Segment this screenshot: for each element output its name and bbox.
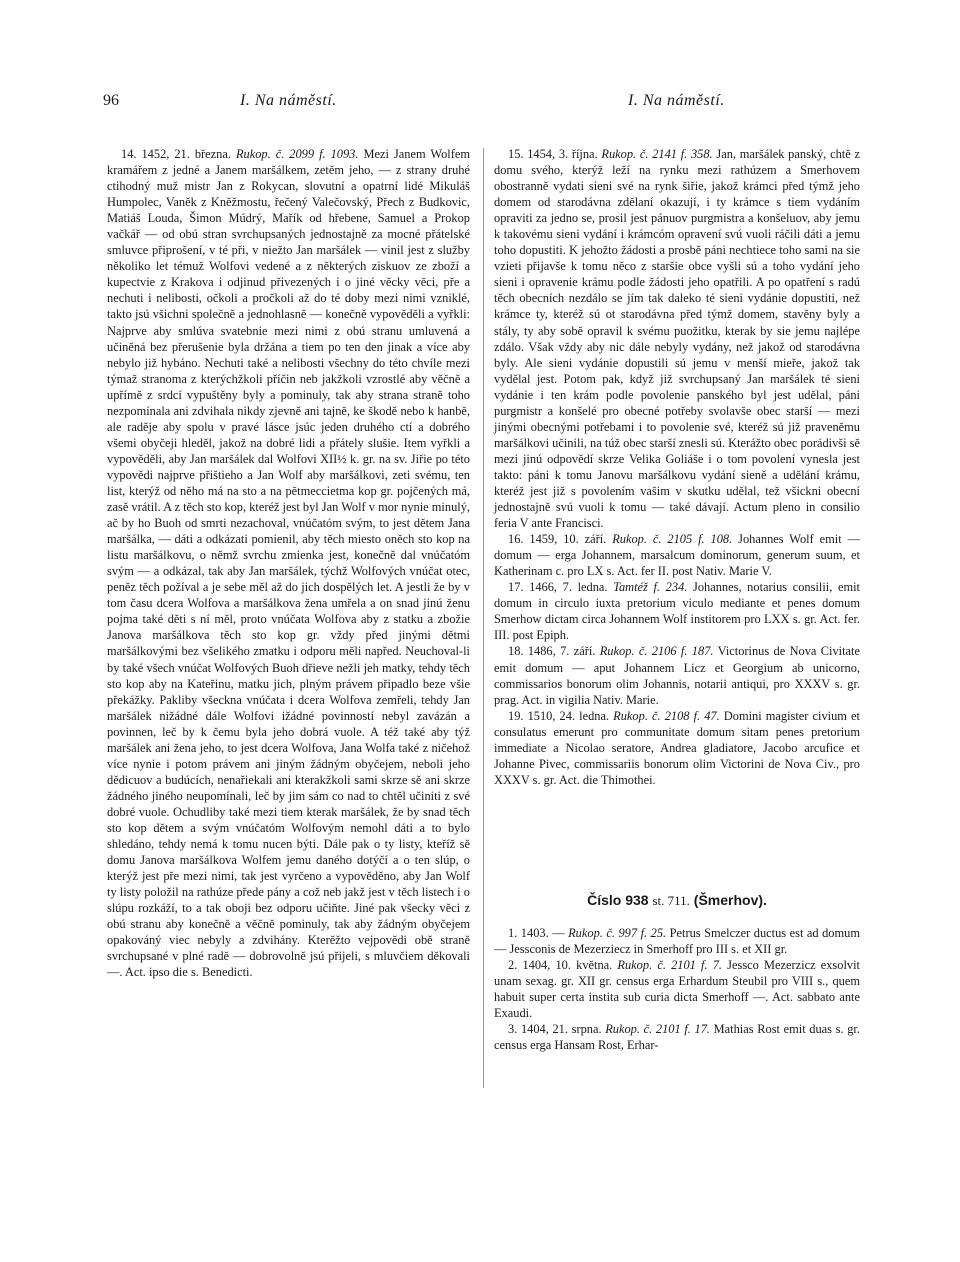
- entry-source: Tamtéž f. 234.: [613, 580, 688, 595]
- entry-source: Rukop. č. 2108 f. 47.: [613, 708, 720, 723]
- entry-text: Domini magister civium et consulatus emerunt pro communitate domum sitam penes pretorium immediate a Nicolao seratore, Andrea gladiatore, Jacobo arcufice et Johanne Pivec, commissariis bonorum olim Victorini de Nova Civ., pro XXXV s. gr. Act. die Thimothei.: [494, 708, 860, 787]
- entry-head: 14. 1452, 21. března.: [121, 147, 231, 161]
- entry-text: Johannes Wolf emit — domum — erga Johannem, marsalcum dominorum, generum suum, et Katherinam c. pro LX s. Act. fer II. post Nativ. Marie V.: [494, 532, 860, 579]
- entry-text: Jan, maršálek panský, chtě z domu svého, kterýž leží na rynku mezi rathúzem a Smerhovem obostranně vydati sieni své na rynk šiřie, jakož krámci před týmž jeho domem od starodávna zdělaní okazují, i ty krámce s tiem vydáním opraviti za jedno se, prosil jest pánuov purgmistra a konšeluov, aby jemu k takovému sieni vydání i krámcóm opravení svú vuoli ráčili dáti a jemu toho dopustiti. K jehožto žádosti a prosbě páni nechtiece toho sami na sie vzieti přijavše k tomu něco z staršie obce vyšli sú a toho vydání jeho sieni i opravenie krámu podle žádosti jeho opatřili. A po opatření s radú těch obecních nezdálo se jím tak daleko té sieni vydánie dopustiti, než krámce ty, kteréž sú ot starodávna před týmž domem, stavěny byly a stály, ty aby sobě opravil k svému puožitku, kterak by sie jemu najlépe zdálo. Však vždy aby nic dále nebyly vydány, než jakož od starodávna byly. Ale sieni vydánie dopustili sú jemu v menší mieře, jakož tak vydělal jest. Potom pak, když již svrchupsaný Jan maršálek té sieni vydánie i ten krám podle povolenie panského byl jest udělal, páni purgmistr a konšelé pro obecné potřeby svolavše obec starší — mezi jinými obecnými potřebami i to povolenie své, kteréž sú již praveněmu maršálkovi učinili, na túž obec starší znesli sú. Kterážto obec porádivši sě mezi jinú odpovědí skrze Velika Goliáše i o tom povolení vynesla jest takto: páni k tomu Janovu maršálkovu vydání sieně a udělání krámu, kteréž jest již s povolením vašim v skutku udělal, tež všickni obecní jednostajně svú vuoli k tomu — také dávají. Actum pleno in consilio feria V ante Francisci.: [494, 147, 860, 531]
- entry-15: [494, 146, 860, 531]
- entry-18: [494, 643, 860, 707]
- entry-head: 3. 1404, 21. srpna.: [508, 1022, 602, 1037]
- right-column: [494, 146, 860, 1053]
- entry-head: 2. 1404, 10. května.: [508, 958, 613, 973]
- entry-text: Johannes, notarius consilii, emit domum in circulo iuxta pretorium viculo mediante et penes domum Smerhow dictam circa Johannem Wolf institorem pro LXX s. gr. Act. fer. III. post Epiph.: [494, 580, 860, 643]
- entry-938-2: [494, 957, 860, 1021]
- section-gap: [494, 788, 860, 862]
- entry-source: Rukop. č. 2106 f. 187.: [599, 644, 714, 659]
- entry-head: 1. 1403. —: [508, 925, 565, 940]
- section-subtitle: st. 711.: [652, 892, 690, 908]
- entry-source: Rukop. č. 2105 f. 108.: [612, 532, 733, 547]
- entry-head: 16. 1459, 10. září.: [508, 532, 607, 547]
- entry-text: Petrus Smelczer ductus est ad domum — Jessconis de Mezerziecz in Smerhoff pro III s. et XII gr.: [494, 925, 860, 956]
- column-divider: [483, 148, 484, 1088]
- entry-source: Rukop. č. 2101 f. 17.: [605, 1022, 710, 1037]
- entry-head: 18. 1486, 7. září.: [508, 644, 596, 659]
- entry-19: [494, 708, 860, 788]
- page-number: 96: [103, 92, 119, 109]
- entry-source: Rukop. č. 2141 f. 358.: [601, 147, 713, 161]
- entry-17: [494, 579, 860, 643]
- entry-text: Jessco Mezerzicz exsolvit unam sexag. gr. XII gr. census erga Erhardum Steubil pro VIII s., quem habuit super certa instita sub curia dicta Smerhoff —. Act. sabbato ante Exaudi.: [494, 958, 860, 1021]
- entry-text: Victorinus de Nova Civitate emit domum — aput Johannem Licz et Georgium ab unicorno, commissarios bonorum olim Johannis, notarii antiqui, pro XXXV s. gr. prag. Act. in vigilia Nativ. Marie.: [494, 644, 860, 707]
- entry-source: Rukop. č. 997 f. 25.: [568, 925, 667, 940]
- entry-source: Rukop. č. 2101 f. 7.: [617, 958, 723, 973]
- entry-16: [494, 531, 860, 579]
- entry-14: [107, 146, 470, 980]
- page-header: [0, 92, 960, 116]
- entry-source: Rukop. č. 2099 f. 1093.: [235, 147, 359, 161]
- entry-head: 15. 1454, 3. října.: [508, 147, 598, 161]
- entry-head: 19. 1510, 24. ledna.: [508, 708, 610, 723]
- entry-938-1: [494, 925, 860, 957]
- section-number: Číslo 938: [587, 891, 649, 908]
- entry-head: 17. 1466, 7. ledna.: [508, 580, 608, 595]
- section-name: (Šmerhov).: [693, 891, 767, 908]
- running-head-right: I. Na náměstí.: [628, 92, 725, 109]
- entry-938-3: [494, 1021, 860, 1053]
- entry-text: Mezi Janem Wolfem kramářem z jedné a Janem maršálkem, zetěm jeho, — z strany druhé ctihodný muž mistr Jan z Rokycan, slovutní a opatrní lidé Mikuláš Humpolec, Vaněk z Kněžmostu, řečený Valečovský, Přech z Budkovic, Matiáš Louda, Šimon Múdrý, Mařík od hřebene, Samuel a Prokop vačkář — od obú stran svrchupsaných jednostajně za mocné přátelské smluvce připrošení, v té při, v niežto Jan maršálek — vinil jest z služby několiko let témuž Wolfovi vedené a z některých ziskuov ze zboží a kupectvie z Krakova i odjinud přivezených i o jiné věcky věci, pře a nechuti i nelibosti, očkoli a pročkoli až do té doby mezi nimi vzniklé, takto jsú všichni společně a jednohlasně — konečně vypověděli a vyřkli: Najprve aby smlúva svatebnie mezi nimi z obú stranu umluvená a učiněná bez přerušenie byla držána a tiem po ten den jinak a více aby nebylo již hybáno. Nechuti také a nelibosti všechny do této chvíle mezi týmaž stranoma z kterýchžkoli příčin neb jakžkoli vzrostlé aby věčně a upřímě z srdcí vypuštěny byly a pominuly, tak aby strana straně toho nezpomínala ani zdvihala nikdy zjevně ani tajně, ke škodě nebo k hanbě, ale raděje aby spolu v pravé lásce jsúc jeden druhého ctí a dobrého všemi obyčeji hleděl, jakož na dobré lidi a přátely slušie. Item vyřkli a vypověděli, aby Jan maršálek dal Wolfovi XII½ k. gr. na sv. Jiřie po této vypovědi najprve přištieho a Jan Wolf aby maršálkovi, zeti svému, ten list, kterýž od něho má na sto a na pětmeccietma kop gr. pojčených má, zasě vrátil. A z těch sto kop, kteréž jest byl Jan Wolf v mor nynie minulý, ač by ho Buoh od smrti nezachoval, vnúčatóm svým, to jest dětem Jana maršálka, — dáti a odkázati pomienil, aby těch miesto oněch sto kop na listu maršálkovu, o němž svrchu zmienka jest, konečně dal vnúčatóm svým — a odkázal, tak aby Jan maršálek, týchž Wolfových vnúčat otec, peněz těch požíval a je sebe měl až do jich dospělých let. A jestli že by v tom času dcera Wolfova a maršálkova žena umřela a on snad jinú ženu pojma také děti s ní měl, proto vnúčata Wolfova aby z statku a zbožie Janova maršálkova těch sto kop gr. vždy před jinými dětmi maršálkovými bez všelikého zmatku i odporu měli napřed. Neuchoval-li by také všech vnúčat Wolfových Buoh dřieve nežli jeh matky, tehdy těch sto kop aby na Kateřinu, matku jich, plným právem připadlo beze všie překážky. Pakliby všeckna vnúčata i dcera Wolfova zemřeli, tehdy Jan maršálek nižádné dále Wolfovi ižádné povinností nebyl zavázán a povinnen, leč by k čemu byla jeho dobrá vuole. A též také aby týž maršálek ani žena jeho, to jest dcera Wolfova, Jana Wolfa také z ničehož více nynie i potom právem ani jiným žádným obyčejem, neboli jeho dědicuov a budúcích, nenařiekali ani kterakžkoli sami skrze sě ani skrze žádného jiného neupomínali, leč by jim sám co nad to chtěl učiniti z své dobré vuole. Ochudliby také mezi tiem kterak maršálek, že by snad těch sto kop dětem a svým vnúčatóm Wolfovým nemohl dáti a to bylo shledáno, tehdy nemá k tomu nucen býti. Dále pak o ty listy, kteříž sě domu Janova maršálkova Wolfem jemu daného dotýčí a o ten slúp, o kterýž jest pře mezi nimi, tak jest vyrčeno a vypověděno, aby Jan Wolf ty listy položil na rathúze přede pány a což neb jakž jest v těch listech i o slúpu rozkáží, to a tak oboji bez odporu učiňte. Jiné pak všecky věci z obú stranu aby konečně a věčně pominuly, tak aby žádným obyčejem opakováný viec nebyly a zdvihány. Kterěžto vejpovědi obě straně svrchupsané v plné radě — dobrovolně jsú přijeli, s mluvčiem děkovali —. Act. ipso die s. Benedicti.: [107, 147, 470, 980]
- entry-text: Mathias Rost emit duas s. gr. census erga Hansam Rost, Erhar-: [494, 1022, 860, 1053]
- left-column: [107, 146, 470, 980]
- running-head-left: I. Na náměstí.: [240, 92, 337, 109]
- section-heading: [494, 892, 860, 909]
